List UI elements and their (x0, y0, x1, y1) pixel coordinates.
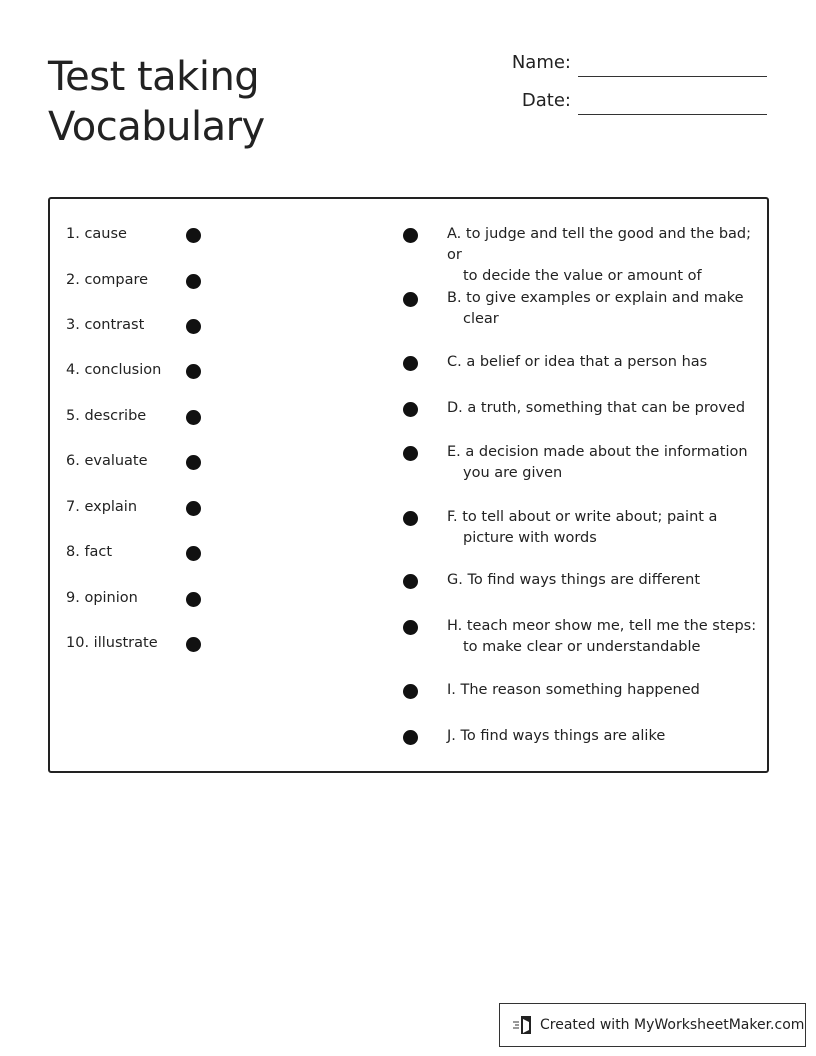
definition-text-continued: picture with words (463, 530, 597, 546)
definition-j (447, 726, 757, 747)
term-match-dot[interactable] (186, 501, 201, 516)
definition-text: J. To find ways things are alike (447, 728, 666, 744)
date-field[interactable] (578, 114, 767, 115)
term-5: 5. describe (66, 408, 147, 424)
definition-text: F. to tell about or write about; paint a (447, 509, 718, 525)
term-7: 7. explain (66, 499, 138, 515)
title-line-1: Test taking (48, 54, 260, 100)
definition-e (447, 442, 757, 484)
term-match-dot[interactable] (186, 364, 201, 379)
definition-text: C. a belief or idea that a person has (447, 354, 708, 370)
term-match-dot[interactable] (186, 228, 201, 243)
definition-text: G. To find ways things are different (447, 572, 701, 588)
definition-match-dot[interactable] (403, 356, 418, 371)
definition-c (447, 352, 757, 373)
definition-text-continued: you are given (463, 465, 563, 481)
term-match-dot[interactable] (186, 274, 201, 289)
definition-text: A. to judge and tell the good and the bad; or (447, 226, 752, 263)
footer-badge (499, 1003, 806, 1047)
term-10: 10. illustrate (66, 635, 158, 651)
definition-b (447, 288, 757, 330)
term-match-dot[interactable] (186, 546, 201, 561)
term-4: 4. conclusion (66, 362, 162, 378)
term-match-dot[interactable] (186, 637, 201, 652)
definition-h (447, 616, 757, 658)
date-label: Date: (521, 90, 571, 111)
term-match-dot[interactable] (186, 592, 201, 607)
definition-a (447, 224, 757, 287)
definition-match-dot[interactable] (403, 730, 418, 745)
definition-text-continued: to decide the value or amount of (463, 268, 702, 284)
term-match-dot[interactable] (186, 455, 201, 470)
definition-match-dot[interactable] (403, 228, 418, 243)
term-2: 2. compare (66, 272, 149, 288)
term-6: 6. evaluate (66, 453, 148, 469)
term-9: 9. opinion (66, 590, 138, 606)
definition-match-dot[interactable] (403, 574, 418, 589)
definition-g (447, 570, 757, 591)
worksheet-maker-logo-icon (512, 1014, 534, 1036)
definition-match-dot[interactable] (403, 620, 418, 635)
definition-text: I. The reason something happened (447, 682, 700, 698)
footer-text: Created with MyWorksheetMaker.com (540, 1017, 805, 1033)
term-3: 3. contrast (66, 317, 145, 333)
definition-text-continued: clear (463, 311, 499, 327)
worksheet-title (48, 52, 265, 152)
definition-text: H. teach meor show me, tell me the steps: (447, 618, 757, 634)
definition-match-dot[interactable] (403, 511, 418, 526)
definition-text: E. a decision made about the information (447, 444, 748, 460)
definition-match-dot[interactable] (403, 446, 418, 461)
definition-d (447, 398, 757, 419)
definition-match-dot[interactable] (403, 402, 418, 417)
term-8: 8. fact (66, 544, 113, 560)
term-match-dot[interactable] (186, 319, 201, 334)
title-line-2: Vocabulary (48, 104, 265, 150)
name-label: Name: (511, 52, 571, 73)
definition-text: D. a truth, something that can be proved (447, 400, 746, 416)
definition-f (447, 507, 757, 549)
term-1: 1. cause (66, 226, 127, 242)
definition-text-continued: to make clear or understandable (463, 639, 701, 655)
term-match-dot[interactable] (186, 410, 201, 425)
definition-match-dot[interactable] (403, 292, 418, 307)
definition-text: B. to give examples or explain and make (447, 290, 744, 306)
definition-match-dot[interactable] (403, 684, 418, 699)
definition-i (447, 680, 757, 701)
name-field[interactable] (578, 76, 767, 77)
